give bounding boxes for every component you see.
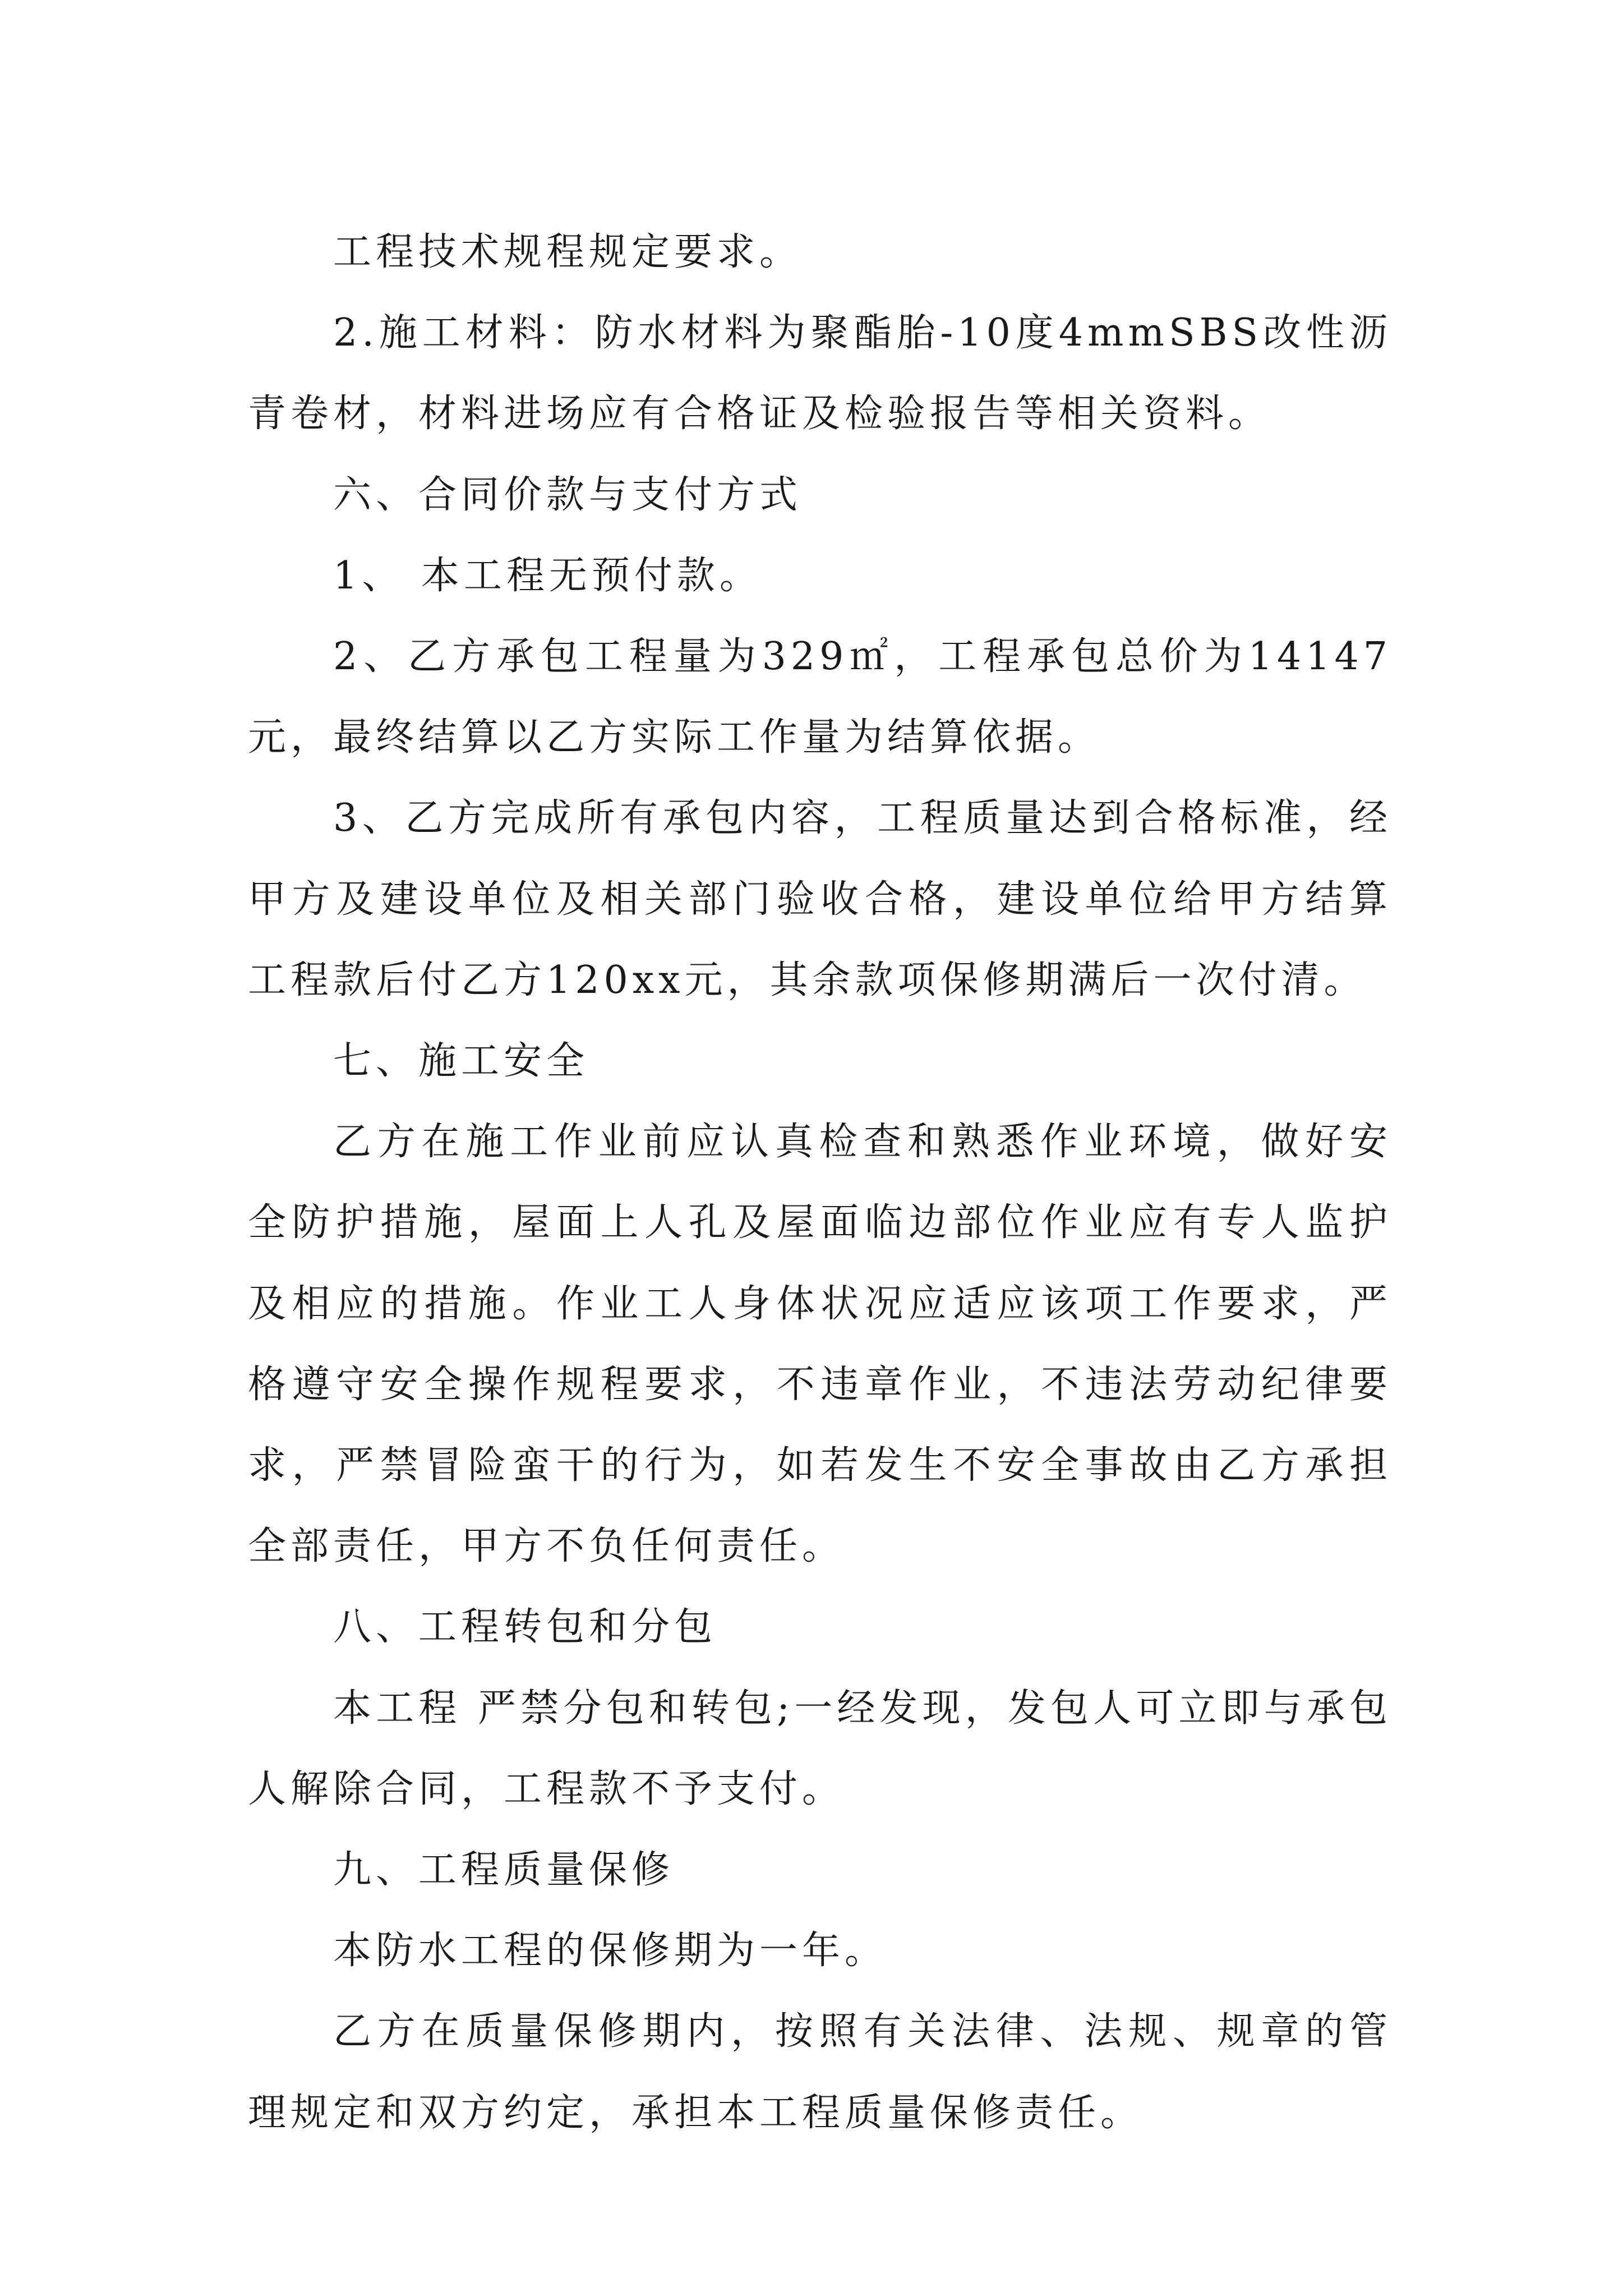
paragraph-safety-terms: 乙方在施工作业前应认真检查和熟悉作业环境，做好安全防护措施，屋面上人孔及屋面临边部位作业应有专人监护及相应的措施。作业工人身体状况应适应该项工作要求，严格遵守安全操作规程要求，不违章作业，不违法劳动纪律要求，严禁冒险蛮干的行为，如若发生不安全事故由乙方承担全部责任，甲方不负任何责任。	[248, 1120, 1392, 1569]
section-heading-subcontracting: 八、工程转包和分包	[333, 1605, 717, 1650]
paragraph-no-prepayment: 1、 本工程无预付款。	[333, 553, 762, 598]
section-heading-safety: 七、施工安全	[333, 1039, 589, 1084]
paragraph-subcontracting-terms: 本工程 严禁分包和转包;一经发现，发包人可立即与承包人解除合同，工程款不予支付。	[248, 1686, 1392, 1811]
paragraph-settlement: 3、乙方完成所有承包内容，工程质量达到合格标准，经甲方及建设单位及相关部门验收合格，建设单位给甲方结算工程款后付乙方120xx元，其余款项保修期满后一次付清。	[248, 796, 1392, 1002]
paragraph-contract-amount: 2、乙方承包工程量为329㎡，工程承包总价为14147元，最终结算以乙方实际工作量为结算依据。	[248, 634, 1392, 760]
section-heading-price-payment: 六、合同价款与支付方式	[333, 472, 803, 517]
section-heading-warranty: 九、工程质量保修	[333, 1848, 675, 1893]
paragraph-warranty-responsibility: 乙方在质量保修期内，按照有关法律、法规、规章的管理规定和双方约定，承担本工程质量保修责任。	[248, 2009, 1392, 2135]
paragraph-materials: 2.施工材料：防水材料为聚酯胎-10度4mmSBS改性沥青卷材，材料进场应有合格证及检验报告等相关资料。	[248, 311, 1392, 436]
document-body	[248, 212, 1392, 2154]
paragraph-spec-requirement: 工程技术规程规定要求。	[333, 230, 803, 274]
paragraph-warranty-period: 本防水工程的保修期为一年。	[333, 1929, 888, 1973]
